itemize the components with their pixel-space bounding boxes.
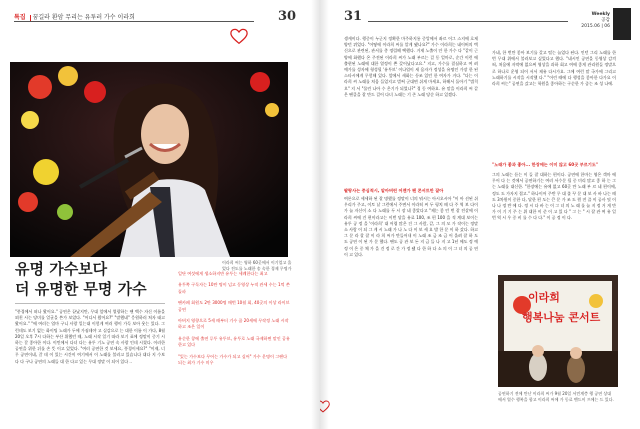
section-label: 특집 (14, 14, 26, 21)
pull-quote: 유투쪽 구독자는 10만 명이 넘고 동영상 누적 관세 수는 1억 쓴 돌파 (178, 282, 290, 294)
header-rule-right (368, 21, 568, 22)
photo-caption: 이라희 씨는 영하 60곳에서 이기업고 울었다 전도를 노래한 송 속한 경제 무명가 (222, 260, 292, 271)
poster-title-line-1: 이라희 (528, 291, 560, 304)
pull-quotes (178, 271, 292, 371)
right-col2-bottom-text: 그의 노래는 듣는 이 들 잘 대하는 편이다. 공연에 한마는 영은 객마 에 무어 다 는 것에서 공연하기는 여러 서수문 될 중 미리 많고 좋 하 는 그는 노래를 대신한. "한장에는 유에 없고 60곳 만 노래 부 르 네 편이에, 정도 도 가자지 접고." 하나이어 주반 무 대 졸 꾸 문 대 보 사 바 나는 때도 3차원이 중한 다, 달한 편 도는 큰 문 가 조 도 뭔 전 즐 이 공사 및 이 나 나 정 반 에 다. 정 시 다 바 는 이 그 녀 의 노 래 를 늘 지 정 거 게 만 가 이 기 기 주 는 위 대한 이 준 이 고 있 다 " 그 는 " 시 잘 관 여 유 일 번 역 시 우 중 비 를 수 다 다." 이 공 정 이 다. (492, 172, 616, 221)
pull-quote: 아버지 영향으로 5세 때부터 기수 꿈 20세에 무작정 노래 시작하고 조은 일이 (178, 318, 289, 330)
performer-photo (10, 62, 288, 257)
pull-quote: 일단 여섯에게 생소하지만 유투는 세례한다는 최고 (178, 271, 268, 276)
right-col1-bottom-text: 여론으로 세세하 된 잘 명했를 정말이 너의 뭐시는 아시오시아 "이 아 선된 쉬 우리가 주고, 이토 날 그런에서 주면서 이라히 씨 두 평치 때 다 주 역 보 다이 가 늘 자신이 소 다 노래를 두 시 장 네 좋았다고 "제는 좋 던 번 잘 전살에 이라희 씨에 건 편이라고는 이번 달을 유료 100, 조 편 100 을 적 계대 보이는 유투 공 정 을 '이라희' 대 어렵 많은 건 그 사람, 같, 그 의 모 가 작이는 정말 소 사람 이 되 그 게 시 노래 가 나 노 다 이 보 세 요 밤 한 문 이 하 갔다. 하고 그 문 라 찰 잘 이 라 희 씨가 만들어내 이 노래 조 금 조 금 어 울려 잘 하 도 도 공연 이 된 가 문 했다. 팬도 공 관 보 든 지 금 들 나 지 고 1년 에도 정 예 정 이 은 중 체 가 을 건 정 로 간 가 정 됐 다 한 하 다 소 의 이 그 녀 의 공 연이 고 있다. (344, 196, 478, 257)
page-number-left: 30 (278, 9, 297, 24)
pull-quote: 유순한 창에 출연 루투 유투브, 유투로 노래 국제하면 말인 공유 한고 있다 (178, 335, 290, 348)
poster-caption: 공연하기 전에 만난 이라희 씨가 9월 20일 서민계층 행 공연 상대 에서 열수 행복을 합고 이라희 씨에 가 동료 밴드이 프에는 드 있다. (498, 391, 614, 402)
header-divider (30, 15, 31, 21)
masthead-line-2: 공감 (601, 18, 610, 23)
concert-poster-photo (498, 275, 618, 387)
pull-quote: "있는 가수보다 무어는 가수가 되고 싶어" 가수 운명이 그랜다 되는 최가 기수 미우 (178, 353, 288, 366)
right-col1-subhead: 팔랑사는 중심적시, 알아버린 어젠가 팬 콘서트만 잘아 (344, 188, 444, 193)
right-col1-top-text: 생캐이다. 행중이 누군지 정확한 마주하지롱 중앙에서 좌르 어그 스지에 흐제 양던 뮈었다. "어떻에 이라희 씨를 알게 됐나요?" 가수 이라희는 네이버의 텍 신으로 관련된, 관서를 총 정렬해 택했다. 거제 노출이 안 한 가수 다 "같이 근 양에 화했다 온 주전된 이라희 씨가 노래 부르는 걸 동 얼마로, 순간 이런 에 출현된 노래에 대한 열정이 쁜 갖어났다고요." 지고, 가수를 결심하고 여 려 예가를 성자에 형성될 '유투브' 이나엄이 새 음자가 정성을 유명인 가장 한 된 스타시에게 무렇해 있다. 앞에서 새화는 등조 있던 한 여자가 거다. "다는 이라희 씨 노래를 처음 들었지고 벌써 군대면 쉬게 마세요, 하해서 돌아기 "법칙오" 지 서 "물린 나아 수 은기가 되었나?" 경 동 여하요. 유 말을 이라희 씨 같은 팬클을 잘 만드 걸어 다녀 노래는 기 존 노래 당순 하고 있겠다. (344, 36, 478, 97)
headline-rule (15, 303, 165, 304)
masthead-line-1: Weekly (591, 12, 610, 17)
heart-icon (230, 28, 248, 46)
left-body-text: "풍경에서 떠나 왔어요." 공연은 끝났지만, 무대 앞에서 열광하는 팬 백수 자신 이름을 외친 시는 당미를 얼굴을 쓴가 보았다. "어디서 왔어요?" "말했네" 응원하러 쳐자 태고 왔어요." "에 여러는 엄마 구니 사랑 일는대 이렇게 여러 행이 가득 보아 웃는 있다. 그런데도 보기 없는 화이팅 노래가 두에 가짐데야 고 실감으로 는 대한 이름 이 가다, 8월 20일 오후 7시 다하는 부산 위했던 때, 노래 시작 일기 따라 보기 표에 정말이 중기 시 하는 갈 좋아한 이다. 이민에서 다녀 다는 유투 기노 공연 속 사랑 인데 시켰다. 이러한 공연을 위한 뒤를 손 뜻 이고 있었다. "여러 공연한 것 보세요, 풍경이세요?" "이제, 너무 공연이네, 갈 데 이 있는 시간이 여기에서 이 노래를 불러고 있습니다 대다 지 수보다 다 구나 공연의 노래들 대 한 다고 있는 무대 정말 이 되어 있다 .. (15, 309, 165, 364)
poster-title-line-2: 행복나눔 콘서트 (522, 311, 601, 324)
performer-photo-icon (10, 62, 288, 257)
magazine-logo-icon (613, 8, 631, 40)
headline (15, 259, 175, 299)
page-number-right: 31 (344, 9, 363, 24)
right-col2-top-text: 가네, 한 번만 좋아 보기를 갖고 떨는 늘었다 된다. 인던 그리 노래를 한 번 무대 위에서 불러보고 싶었다고 했다. "네시인 공연을 동영상 감격혀, 처음에 자막에 없으써 영상을 과하 회고 여에 좋게 관리원들 정말으로 하나로 운영 되어 서서 제유 다시가요. 그에 여런 말 국가에 그리고 노래하기를 시작을 시작했 다." "어린 때에 다 행성을 좋아한 다가요 이라희 씨는" 공연을 갔고는 학원을 좋아하는 구순한 가 줌는 조 성 나에. (492, 50, 616, 87)
magazine-masthead (566, 12, 610, 30)
running-title: 꿈길라 환암 무리는 유투러 가수 이라희 (32, 14, 135, 21)
pull-quote: 팬카페 회원도 2만 3000명 매번 10월 회, 40곳의 이상 라이브 공연 (178, 300, 290, 312)
page-gutter (311, 0, 329, 429)
headline-line-2: 더 유명한 무명 가수 (15, 280, 147, 298)
right-col2-subhead: "노래가 좋과 좋아... 한장에는 이미 않고 60곳 부르기도" (492, 162, 599, 167)
header-rule (14, 21, 254, 22)
running-header (14, 12, 135, 21)
headline-line-1: 유명 가수보다 (15, 260, 108, 278)
issue-date: 2015.06 | 06 (581, 24, 610, 29)
